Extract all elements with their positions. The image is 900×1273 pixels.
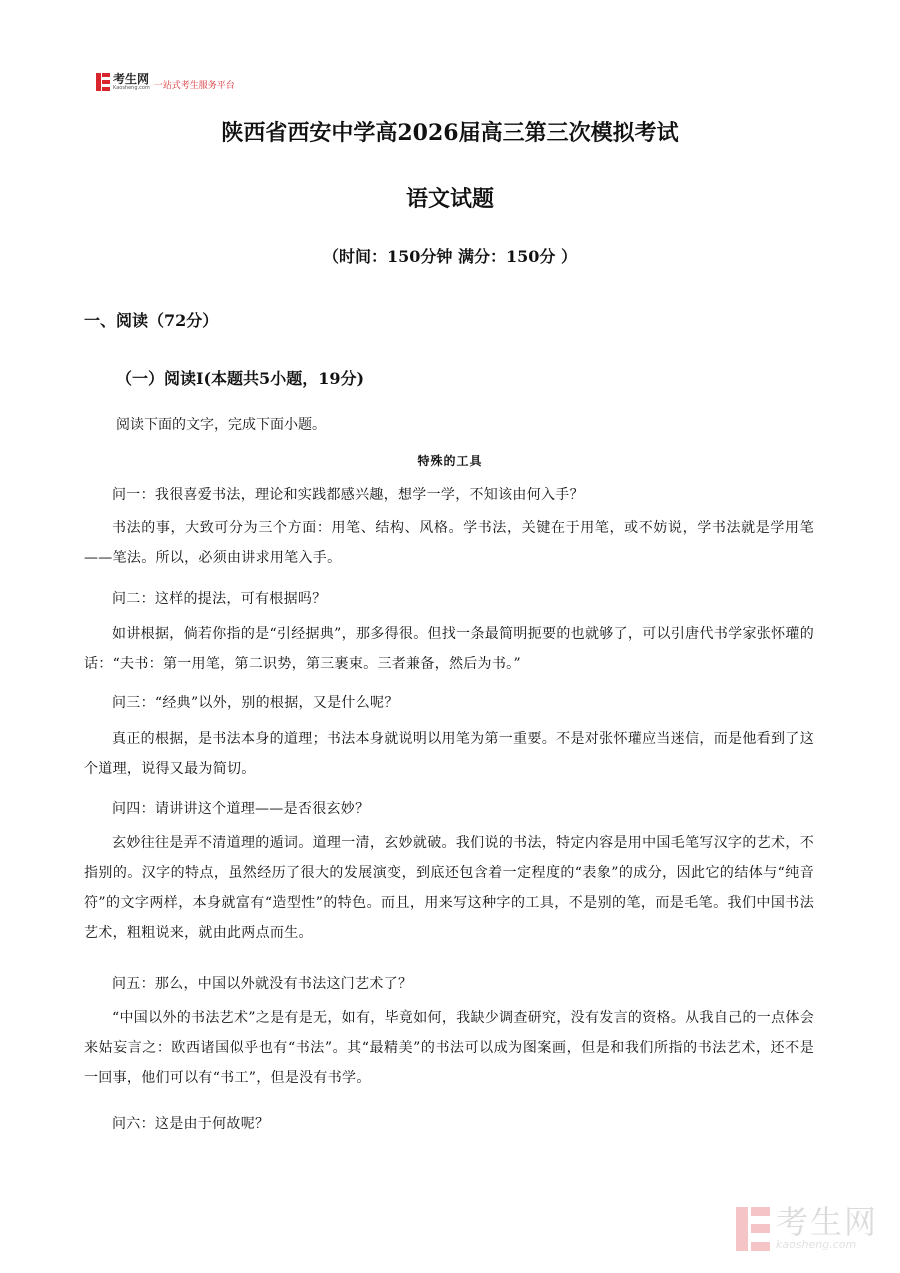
subsection-heading: （一）阅读Ⅰ(本题共5小题，19分)	[116, 369, 365, 388]
article-title: 特殊的工具	[417, 454, 483, 468]
section-heading: 一、阅读（72分）	[84, 311, 219, 330]
site-logo	[96, 73, 235, 91]
watermark-name: 考生网	[775, 1203, 878, 1241]
article-paragraph: 书法的事，大致可分为三个方面：用笔、结构、风格。学书法，关键在于用笔，或不妨说，学书法就是学用笔——笔法。所以，必须由讲求用笔入手。	[84, 520, 814, 566]
article-paragraph: 问四：请讲讲这个道理——是否很玄妙？	[112, 801, 370, 817]
article-paragraph: 问六：这是由于何故呢？	[112, 1116, 270, 1132]
logo-domain: Kaosheng.com	[113, 85, 150, 91]
watermark-domain: kaosheng.com	[775, 1238, 857, 1251]
watermark	[736, 1203, 878, 1251]
article-paragraph: “中国以外的书法艺术”之是有是无，如有，毕竟如何，我缺少调查研究，没有发言的资格。从我自己的一点体会来姑妄言之：欧西诸国似乎也有“书法”。其“最精美”的书法可以成为图案画，但是和我们所指的书法艺术，还不是一回事，他们可以有“书工”，但是没有书学。	[84, 1010, 814, 1086]
article-paragraph: 问二：这样的提法，可有根据吗？	[112, 591, 327, 607]
article-paragraph: 如讲根据，倘若你指的是“引经据典”，那多得很。但找一条最简明扼要的也就够了，可以引唐代书学家张怀瓘的话：“夫书：第一用笔，第二识势，第三裹束。三者兼备，然后为书。”	[84, 626, 814, 672]
article-paragraph: 问五：那么，中国以外就没有书法这门艺术了？	[112, 976, 413, 992]
watermark-logo-icon	[736, 1207, 770, 1251]
article-paragraph: 问三：“经典”以外，别的根据，又是什么呢？	[112, 695, 399, 711]
article-paragraph: 问一：我很喜爱书法，理论和实践都感兴趣，想学一学，不知该由何入手？	[112, 487, 584, 503]
article-paragraph: 玄妙往往是弄不清道理的遁词。道理一清，玄妙就破。我们说的书法，特定内容是用中国毛笔写汉字的艺术，不指别的。汉字的特点，虽然经历了很大的发展演变，到底还包含着一定程度的“表象”的成分，因此它的结体与“纯音符”的文字两样，本身就富有“造型性”的特色。而且，用来写这种字的工具，不是别的笔，而是毛笔。我们中国书法艺术，粗粗说来，就由此两点而生。	[84, 835, 814, 941]
instruction-text: 阅读下面的文字，完成下面小题。	[116, 417, 326, 433]
article-paragraph: 真正的根据，是书法本身的道理；书法本身就说明以用笔为第一重要。不是对张怀瓘应当迷信，而是他看到了这个道理，说得又最为简切。	[84, 731, 814, 777]
exam-info: （时间：150分钟 满分：150分 ）	[323, 247, 577, 266]
exam-subject: 语文试题	[405, 186, 494, 212]
kaosheng-logo-icon	[96, 73, 110, 91]
logo-slogan: 一站式考生服务平台	[153, 80, 235, 91]
exam-title: 陕西省西安中学高2026届高三第三次模拟考试	[221, 120, 679, 146]
logo-name: 考生网	[113, 72, 150, 86]
